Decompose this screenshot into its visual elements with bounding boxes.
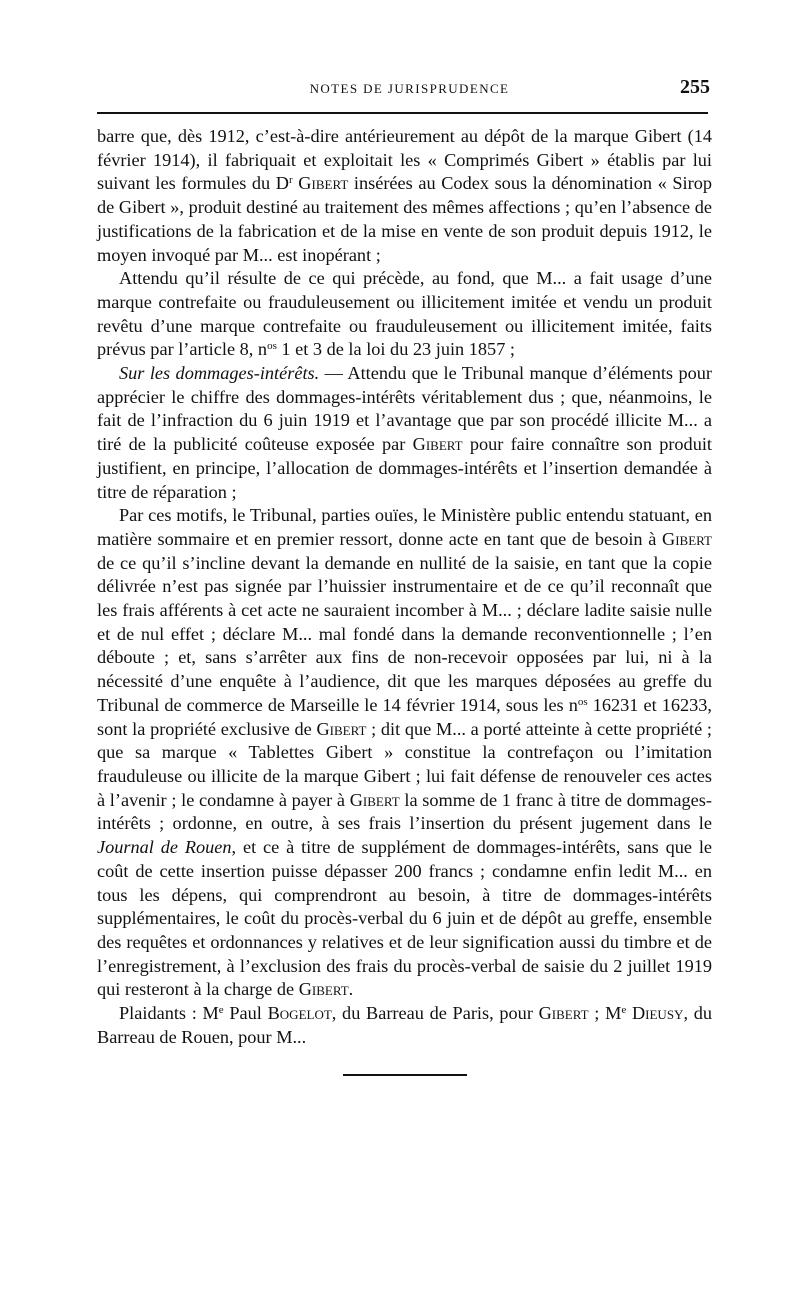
page-header <box>97 72 712 100</box>
running-title: NOTES DE JURISPRUDENCE <box>309 81 510 96</box>
body-text <box>97 125 712 1049</box>
header-rule <box>97 112 708 114</box>
page-number: 255 <box>680 76 710 98</box>
paragraph-2: Attendu qu’il résulte de ce qui précède, au fond, que M... a fait usage d’une marque contrefaite ou frauduleusement ou illicitement imitée et vendu un produit revêtu d’une marque contrefaite ou frauduleusement ou illicitement imitée, faits prévus par l’article 8, $n^{os}$ 1 et 3 de la loi du 23 juin 1857 ; <box>97 268 712 360</box>
paragraph-1: barre que, dès 1912, c’est-à-dire antérieurement au dépôt de la marque Gibert (14 février 1914), il fabriquait et exploitait les « Comprimés Gibert » établis par lui suivant les formules du $D^r$ Gibert insérées au Codex sous la dénomination « Sirop de Gibert », produit destiné au traitement des mêmes affections ; qu’en l’absence de justifications de la fabrication et de la mise en vente de son produit depuis 1912, le moyen invoqué par M... est inopérant ; <box>97 126 712 265</box>
paragraph-3: Sur les dommages-intérêts. — Attendu que le Tribunal manque d’éléments pour apprécier le chiffre des dommages-intérêts véritablement dus ; que, néanmoins, le fait de l’infraction du 6 juin 1919 et l’avantage que par son procédé illicite M... a tiré de la publicité coûteuse exposée par Gibert pour faire connaître son produit justifient, en principe, l’allocation de dommages-intérêts et l’insertion demandée à titre de réparation ; <box>97 363 713 502</box>
footer-rule <box>343 1074 467 1076</box>
paragraph-5: Plaidants : Me Paul Bogelot, du Barreau de Paris, pour Gibert ; Me Dieusy, du Barreau de Rouen, pour M... <box>97 1003 712 1047</box>
paragraph-4: Par ces motifs, le Tribunal, parties ouïes, le Ministère public entendu statuant, en matière sommaire et en premier ressort, donne acte en tant que de besoin à Gibert de ce qu’il s’incline devant la demande en nullité de la saisie, en tant que la copie délivrée n’est pas signée par l’huissier instrumentaire et de ce qu’il reconnaît que les frais afférents à cet acte ne sauraient incomber à M... ; déclare ladite saisie nulle et de nul effet ; déclare M... mal fondé dans la demande reconventionnelle ; l’en déboute ; et, sans s’arrêter aux fins de non-recevoir opposées par lui, ni à la nécessité d’une enquête à l’audience, dit que les marques déposées au greffe du Tribunal de commerce de Marseille le 14 février 1914, sous les $n^{os}$ 16231 et 16233, sont la propriété exclusive de Gibert ; dit que M... a porté atteinte à cette propriété ; que sa marque « Tablettes Gibert » constitue la contrefaçon ou l’imitation frauduleuse ou illicite de la marque Gibert ; lui fait défense de renouveler ces actes à l’avenir ; le condamne à payer à Gibert la somme de 1 franc à titre de dommages-intérêts ; ordonne, en outre, à ses frais l’insertion du présent jugement dans le Journal de Rouen, et ce à titre de supplément de dommages-intérêts, sans que le coût de cette insertion puisse dépasser 200 francs ; condamne enfin ledit M... en tous les dépens, qui comprendront au besoin, à titre de dommages-intérêts supplémentaires, le coût du procès-verbal du 6 juin et de dépôt au greffe, ensemble des requêtes et ordonnances y relatives et de leur signification aussi du timbre et de l’enregistrement, à l’exclusion des frais du procès-verbal de saisie du 2 juillet 1919 qui resteront à la charge de Gibert. <box>97 505 713 1000</box>
document-page <box>97 72 712 1076</box>
